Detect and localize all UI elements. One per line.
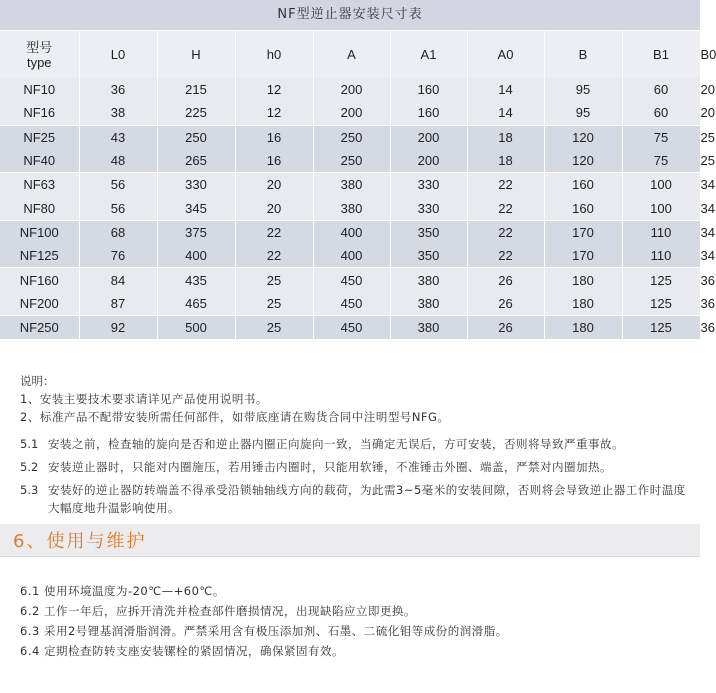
table-row: NF200 87 465 25 450 380 26 180 125 36 xyxy=(0,292,700,316)
dimension-cell: 125 xyxy=(622,315,700,339)
dimension-cell: 160 xyxy=(390,78,467,101)
model-cell: NF160 xyxy=(0,268,79,292)
table-row: NF10 36 215 12 200 160 14 95 60 20 xyxy=(0,78,700,101)
install-step-text: 安装好的逆止器防转端盖不得承受沿锁轴轴线方向的载荷，为此需3~5毫米的安装间隙，否则将会导致逆止器工作时温度大幅度地升温影响使用。 xyxy=(48,483,686,515)
dimension-cell: 345 xyxy=(157,196,235,220)
dimension-cell: 330 xyxy=(390,173,467,197)
model-cell: NF100 xyxy=(0,220,79,244)
install-step-text: 安装逆止器时，只能对内圈施压，若用锤击内圈时，只能用软锤，不准锤击外圈、端盖，严禁对内圈加热。 xyxy=(48,460,612,474)
dimension-cell: 160 xyxy=(544,173,622,197)
dimension-cell: 75 xyxy=(622,149,700,173)
dimension-cell: 100 xyxy=(622,196,700,220)
dimension-cell: 26 xyxy=(467,315,544,339)
table-body xyxy=(0,78,715,339)
dimension-cell: 375 xyxy=(157,220,235,244)
dimension-cell: 380 xyxy=(390,268,467,292)
dimension-cell: 125 xyxy=(622,268,700,292)
model-cell: NF250 xyxy=(0,315,79,339)
dimension-cell: 450 xyxy=(313,315,390,339)
header-col-h: H xyxy=(157,31,235,78)
dimension-cell: 60 xyxy=(622,78,700,101)
model-cell: NF16 xyxy=(0,101,79,125)
dimension-cell: 25 xyxy=(235,268,313,292)
dimension-cell: 120 xyxy=(544,125,622,149)
dimension-cell: 26 xyxy=(467,268,544,292)
dimension-cell: 250 xyxy=(313,149,390,173)
dimension-cell: 60 xyxy=(622,101,700,125)
dimension-cell: 92 xyxy=(79,315,157,339)
dimension-cell: 180 xyxy=(544,268,622,292)
header-col-l0: L0 xyxy=(79,31,157,78)
table-row: NF160 84 435 25 450 380 26 180 125 36 xyxy=(0,268,700,292)
dimension-cell: 14 xyxy=(467,78,544,101)
dimension-cell: 26 xyxy=(467,292,544,316)
header-col-a: A xyxy=(313,31,390,78)
dimension-cell: 48 xyxy=(79,149,157,173)
dimension-cell: 20 xyxy=(235,173,313,197)
dimension-cell: 22 xyxy=(467,220,544,244)
dimension-cell: 215 xyxy=(157,78,235,101)
dimension-cell: 200 xyxy=(390,149,467,173)
dimension-cell: 250 xyxy=(157,125,235,149)
dimension-cell: 95 xyxy=(544,101,622,125)
header-model-cn: 型号 xyxy=(26,39,53,55)
dimension-cell: 12 xyxy=(235,101,313,125)
model-cell: NF63 xyxy=(0,173,79,197)
model-cell: NF200 xyxy=(0,292,79,316)
dimension-cell: 120 xyxy=(544,149,622,173)
dimension-cell: 12 xyxy=(235,78,313,101)
header-col-b1: B1 xyxy=(622,31,700,78)
dimension-table xyxy=(0,31,716,339)
dimension-cell: 56 xyxy=(79,196,157,220)
dimension-cell: 76 xyxy=(79,244,157,268)
install-step-number: 5.1 xyxy=(20,437,39,451)
dimension-cell: 330 xyxy=(157,173,235,197)
dimension-cell: 500 xyxy=(157,315,235,339)
table-header-row: 型号 type L0 H h0 A A1 A0 B B1 B0 xyxy=(0,31,700,78)
model-cell: NF10 xyxy=(0,78,79,101)
dimension-cell: 465 xyxy=(157,292,235,316)
dimension-cell: 200 xyxy=(390,125,467,149)
dimension-cell: 400 xyxy=(313,220,390,244)
table-row: NF100 68 375 22 400 350 22 170 110 34 xyxy=(0,220,700,244)
header-col-a1: A1 xyxy=(390,31,467,78)
dimension-cell: 16 xyxy=(235,125,313,149)
model-cell: NF125 xyxy=(0,244,79,268)
model-cell: NF25 xyxy=(0,125,79,149)
install-step xyxy=(20,458,692,476)
table-row: NF63 56 330 20 380 330 22 160 100 34 xyxy=(0,173,700,197)
dimension-cell: 250 xyxy=(313,125,390,149)
dimension-cell: 56 xyxy=(79,173,157,197)
usage-item: 6.2 工作一年后，应拆开清洗并检查部件磨损情况，出现缺陷应立即更换。 xyxy=(20,604,416,618)
usage-item: 6.1 使用环境温度为-20℃—+60℃。 xyxy=(20,584,225,598)
header-col-b: B xyxy=(544,31,622,78)
dimension-cell: 22 xyxy=(467,244,544,268)
header-model xyxy=(0,31,79,78)
table-row: NF80 56 345 20 380 330 22 160 100 34 xyxy=(0,196,700,220)
dimension-cell: 125 xyxy=(622,292,700,316)
dimension-cell: 43 xyxy=(79,125,157,149)
dimension-cell: 380 xyxy=(390,292,467,316)
dimension-cell: 18 xyxy=(467,149,544,173)
model-cell: NF80 xyxy=(0,196,79,220)
install-step-number: 5.2 xyxy=(20,460,39,474)
install-step xyxy=(20,481,692,517)
dimension-cell: 180 xyxy=(544,315,622,339)
table-row: NF125 76 400 22 400 350 22 170 110 34 xyxy=(0,244,700,268)
model-cell: NF40 xyxy=(0,149,79,173)
header-model-en: type xyxy=(26,54,52,70)
dimension-cell: 18 xyxy=(467,125,544,149)
dimension-cell: 16 xyxy=(235,149,313,173)
usage-list xyxy=(20,581,692,661)
dimension-cell: 380 xyxy=(313,173,390,197)
header-col-a0: A0 xyxy=(467,31,544,78)
dimension-cell: 225 xyxy=(157,101,235,125)
table-row: NF250 92 500 25 450 380 26 180 125 36 xyxy=(0,315,700,339)
dimension-cell: 100 xyxy=(622,173,700,197)
dimension-cell: 400 xyxy=(157,244,235,268)
dimension-cell: 22 xyxy=(235,220,313,244)
dimension-cell: 200 xyxy=(313,78,390,101)
dimension-cell: 25 xyxy=(235,315,313,339)
dimension-cell: 84 xyxy=(79,268,157,292)
dimension-cell: 22 xyxy=(467,173,544,197)
dimension-cell: 200 xyxy=(313,101,390,125)
dimension-cell: 110 xyxy=(622,220,700,244)
dimension-cell: 22 xyxy=(235,244,313,268)
dimension-cell: 265 xyxy=(157,149,235,173)
table-row: NF16 38 225 12 200 160 14 95 60 20 xyxy=(0,101,700,125)
dimension-cell: 75 xyxy=(622,125,700,149)
dimension-cell: 435 xyxy=(157,268,235,292)
install-step xyxy=(20,435,692,453)
dimension-cell: 160 xyxy=(390,101,467,125)
table-title: NF型逆止器安装尺寸表 xyxy=(0,0,700,30)
usage-item: 6.3 采用2号锂基润滑脂润滑。严禁采用含有极压添加剂、石墨、二硫化钼等成份的润滑脂。 xyxy=(20,624,508,638)
dimension-cell: 22 xyxy=(467,196,544,220)
notes-heading: 说明： xyxy=(20,374,55,388)
table-row: NF25 43 250 16 250 200 18 120 75 25 xyxy=(0,125,700,149)
usage-item: 6.4 定期检查防转支座安装镙栓的紧固情况，确保紧固有效。 xyxy=(20,644,344,658)
section-header xyxy=(0,524,700,557)
dimension-cell: 110 xyxy=(622,244,700,268)
dimension-cell: 38 xyxy=(79,101,157,125)
install-step-number: 5.3 xyxy=(20,483,39,497)
dimension-cell: 87 xyxy=(79,292,157,316)
dimension-cell: 380 xyxy=(313,196,390,220)
dimension-cell: 400 xyxy=(313,244,390,268)
install-step-text: 安装之前，检查轴的旋向是否和逆止器内圈正向旋向一致，当确定无误后，方可安装，否则将导致严重事故。 xyxy=(48,437,624,451)
dimension-cell: 330 xyxy=(390,196,467,220)
section-title: 6、使用与维护 xyxy=(13,531,147,552)
dimension-cell: 180 xyxy=(544,292,622,316)
dimension-cell: 36 xyxy=(79,78,157,101)
dimension-cell: 350 xyxy=(390,244,467,268)
dimension-cell: 95 xyxy=(544,78,622,101)
dimension-cell: 68 xyxy=(79,220,157,244)
table-row: NF40 48 265 16 250 200 18 120 75 25 xyxy=(0,149,700,173)
dimension-cell: 450 xyxy=(313,292,390,316)
dimension-cell: 20 xyxy=(235,196,313,220)
dimension-cell: 170 xyxy=(544,244,622,268)
dimension-cell: 170 xyxy=(544,220,622,244)
dimension-cell: 25 xyxy=(235,292,313,316)
note-item: 2、标准产品不配带安装所需任何部件，如带底座请在购货合同中注明型号NFG。 xyxy=(20,410,450,424)
note-item: 1、安装主要技术要求请详见产品使用说明书。 xyxy=(20,392,268,406)
notes-section xyxy=(20,372,692,517)
dimension-cell: 14 xyxy=(467,101,544,125)
dimension-cell: 380 xyxy=(390,315,467,339)
dimension-cell: 450 xyxy=(313,268,390,292)
dimension-cell: 160 xyxy=(544,196,622,220)
dimension-cell: 350 xyxy=(390,220,467,244)
header-col-h0: h0 xyxy=(235,31,313,78)
